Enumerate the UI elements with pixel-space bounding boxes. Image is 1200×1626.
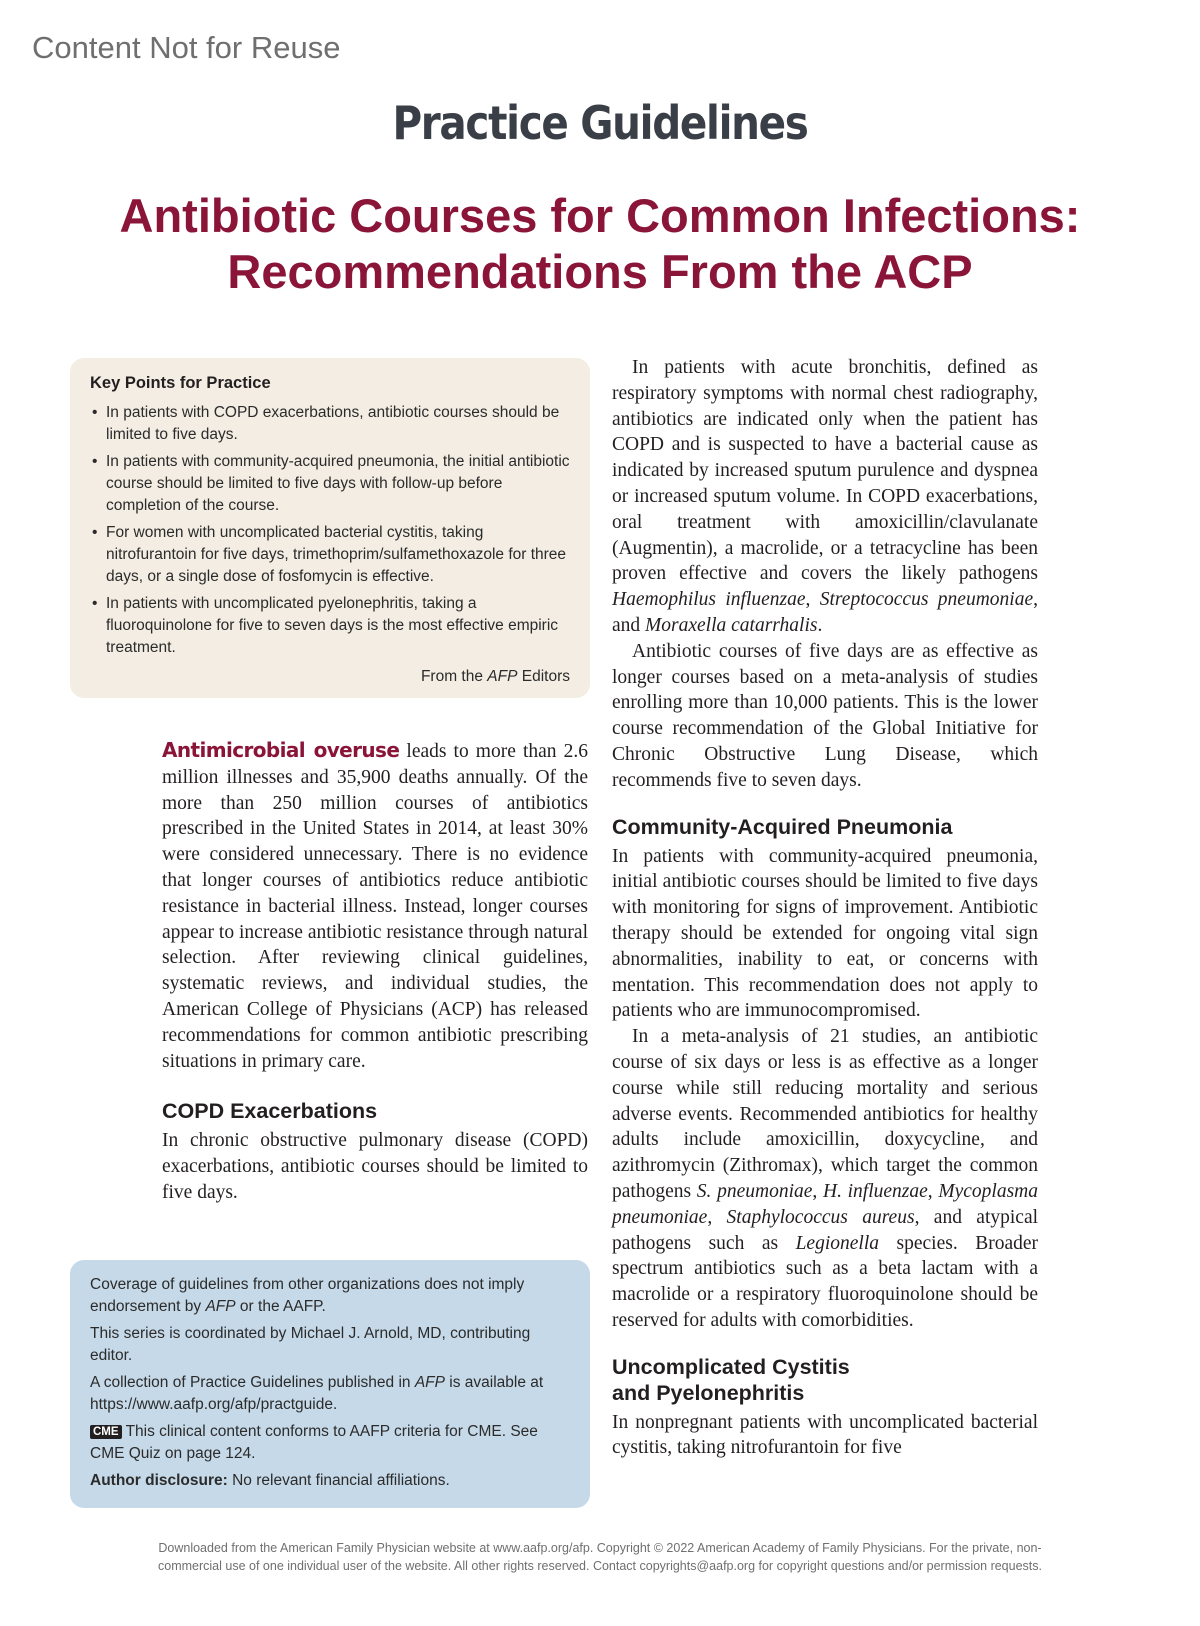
cystitis-heading-line-2: and Pyelonephritis	[612, 1380, 805, 1405]
copd-p2-end: .	[817, 614, 823, 636]
cap-p2-sep-1: ,	[812, 1180, 823, 1202]
info-endorsement-a: Coverage of guidelines from other organizations does not imply endorsement by	[90, 1276, 525, 1315]
info-endorsement-b: or the AAFP.	[235, 1298, 326, 1315]
pathogen-staphylococcus: Staphylococcus aureus	[726, 1206, 915, 1228]
key-point-item: • In patients with uncomplicated pyelonephritis, taking a fluoroquinolone for five to seven days is the most effective empiric treatment.	[90, 593, 570, 659]
info-collection-b: is available at https://www.aafp.org/afp/practguide.	[90, 1374, 544, 1413]
cystitis-paragraph-1: In nonpregnant patients with uncomplicated bacterial cystitis, taking nitrofurantoin for five	[612, 1411, 1038, 1459]
cap-p2-end: species. Broader spectrum antibiotics such as a beta lactam with a macrolide or a respiratory fluoroquinolone should be reserved for adults with comorbidities.	[612, 1232, 1038, 1331]
article-title	[40, 188, 1160, 300]
key-points-source-journal: AFP	[487, 668, 518, 685]
key-points-source-suffix: Editors	[517, 668, 570, 685]
key-point-item: • For women with uncomplicated bacterial cystitis, taking nitrofurantoin for five days, trimethoprim/sulfamethoxazole for three days, or a single dose of fosfomycin is effective.	[90, 522, 570, 588]
info-endorsement	[90, 1274, 570, 1318]
key-points-source-prefix: From the	[420, 668, 488, 685]
cap-paragraph-2	[612, 1024, 1038, 1334]
left-column	[162, 738, 588, 1206]
key-points-heading: Key Points for Practice	[90, 374, 271, 392]
key-points-source	[90, 666, 570, 688]
intro-lead-in: Antimicrobial overuse	[162, 738, 400, 762]
cystitis-heading-line-1: Uncomplicated Cystitis	[612, 1354, 850, 1379]
intro-paragraph	[162, 738, 588, 1074]
copd-paragraph-1: In chronic obstructive pulmonary disease (COPD) exacerbations, antibiotic courses should be limited to five days.	[162, 1130, 588, 1203]
copd-paragraph-2	[612, 355, 1038, 639]
cap-p2-sep-2: ,	[927, 1180, 939, 1202]
organism-moraxella: Moraxella catarrhalis	[645, 614, 818, 636]
cap-p2-sep-3: ,	[707, 1206, 727, 1228]
info-coordinator: This series is coordinated by Michael J. Arnold, MD, contributing editor.	[90, 1325, 531, 1364]
pathogen-h-influenzae: H. influenzae	[822, 1180, 928, 1202]
key-points-box	[70, 358, 590, 698]
key-point-item: • In patients with community-acquired pneumonia, the initial antibiotic course should be limited to five days with follow-up before completion of the course.	[90, 451, 570, 517]
copd-p2-sep-1: ,	[805, 589, 820, 611]
organism-streptococcus: Streptococcus pneumoniae	[819, 589, 1034, 611]
article-title-line-2: Recommendations From the ACP	[227, 245, 973, 298]
cap-p2-sep-4: , and atypical pathogens such as	[612, 1206, 1039, 1254]
info-collection-journal: AFP	[414, 1374, 445, 1391]
copd-p2-sep-2: , and	[612, 589, 1038, 636]
copd-paragraph-3: Antibiotic courses of five days are as effective as longer courses based on a meta-analysis of studies enrolling more than 10,000 patients. This is the lower course recommendation of the Global Initiative for Chronic Obstructive Lung Disease, which recommends five to seven days.	[612, 640, 1038, 791]
cystitis-heading	[612, 1354, 1038, 1406]
info-box	[70, 1260, 590, 1508]
intro-text: leads to more than 2.6 million illnesses and 35,900 deaths annually. Of the more than 250 million courses of antibiotics prescribed in the United States in 2014, at least 30% were considered unnecessary. There is no evidence that longer courses of antibiotics reduce antibiotic resistance in bacterial illness. Instead, longer courses appear to increase antibiotic resistance through natural selection. After reviewing clinical guidelines, systematic reviews, and individual studies, the American College of Physicians (ACP) has released recommendations for common antibiotic prescribing situations in primary care.	[162, 741, 589, 1072]
key-point-item: • In patients with COPD exacerbations, antibiotic courses should be limited to five days.	[90, 402, 570, 446]
key-points-list	[90, 402, 570, 659]
cap-p2-text: In a meta-analysis of 21 studies, an antibiotic course of six days or less is as effective as a longer course while still reducing mortality and serious adverse events. Recommended antibiotics for healthy adults include amoxicillin, doxycycline, and azithromycin (Zithromax), which target the common pathogens	[612, 1026, 1038, 1202]
copd-heading: COPD Exacerbations	[162, 1099, 378, 1124]
cap-heading: Community-Acquired Pneumonia	[612, 814, 953, 839]
info-cme-text: This clinical content conforms to AAFP criteria for CME. See CME Quiz on page 124.	[90, 1423, 538, 1462]
disclosure-text: No relevant financial affiliations.	[227, 1472, 450, 1489]
copyright-footer	[60, 1539, 1140, 1575]
disclosure-label: Author disclosure:	[90, 1472, 228, 1489]
pathogen-mycoplasma: Mycoplasma pneumoniae	[612, 1180, 1039, 1228]
right-column	[612, 355, 1038, 1461]
cme-badge: CME	[90, 1425, 122, 1439]
info-collection	[90, 1372, 570, 1416]
article-title-line-1: Antibiotic Courses for Common Infections:	[119, 189, 1081, 242]
info-collection-a: A collection of Practice Guidelines published in	[90, 1374, 415, 1391]
info-endorsement-journal: AFP	[205, 1298, 236, 1315]
cap-paragraph-1: In patients with community-acquired pneumonia, initial antibiotic courses should be limited to five days with monitoring for signs of improvement. Antibiotic therapy should be extended for ongoing vital sign abnormalities, inability to eat, or concerns with mentation. This recommendation does not apply to patients who are immunocompromised.	[612, 845, 1038, 1022]
info-disclosure	[90, 1470, 570, 1492]
pathogen-legionella: Legionella	[795, 1232, 879, 1254]
pathogen-s-pneumoniae: S. pneumoniae	[696, 1180, 813, 1202]
organism-haemophilus: Haemophilus influenzae	[612, 589, 806, 611]
copd-p2-text: In patients with acute bronchitis, defined as respiratory symptoms with normal chest radiography, antibiotics are indicated only when the patient has COPD and is suspected to have a bacterial cause as indicated by increased sputum purulence and dyspnea or increased sputum volume. In COPD exacerbations, oral treatment with amoxicillin/clavulanate (Augmentin), a macrolide, or a tetracycline has been proven effective and covers the likely pathogens	[612, 357, 1038, 585]
footer-line-1: Downloaded from the American Family Physician website at www.aafp.org/afp. Copyright © 2022 American Academy of Family Physicians. For the private, non-	[158, 1541, 1042, 1555]
footer-line-2: commercial use of one individual user of the website. All other rights reserved. Contact copyrights@aafp.org for copyright questions and/or permission requests.	[158, 1559, 1042, 1573]
info-cme	[90, 1421, 570, 1465]
section-heading: Practice Guidelines	[392, 96, 808, 150]
watermark: Content Not for Reuse	[32, 30, 341, 65]
